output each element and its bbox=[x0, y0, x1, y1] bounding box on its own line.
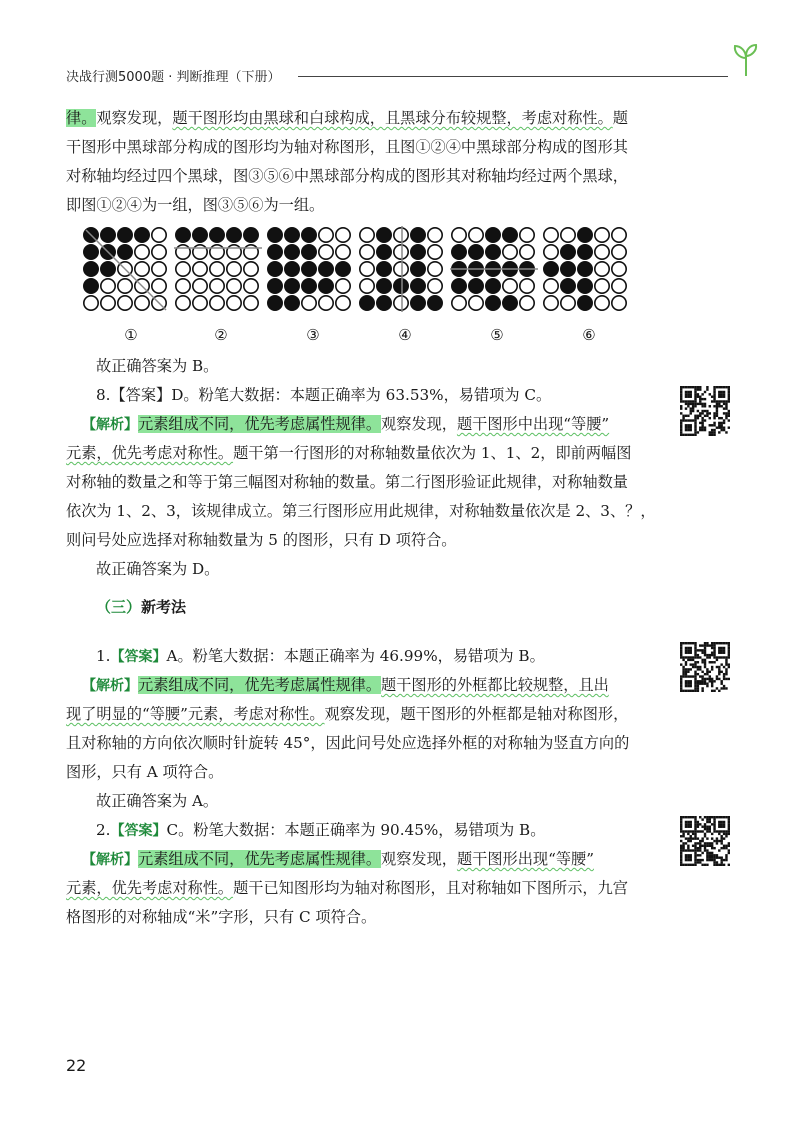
figure-label: ② bbox=[214, 326, 228, 344]
ball-grid-figure bbox=[360, 226, 442, 312]
ball-grid-figure bbox=[174, 228, 262, 310]
white-ball bbox=[503, 245, 517, 259]
ball-grid-figure bbox=[84, 228, 166, 310]
question-number: 2. bbox=[96, 821, 111, 839]
white-ball bbox=[612, 279, 626, 293]
black-ball bbox=[411, 296, 425, 310]
page-number: 22 bbox=[66, 1056, 87, 1075]
white-ball bbox=[360, 279, 374, 293]
black-ball bbox=[486, 228, 500, 242]
black-ball bbox=[84, 262, 98, 276]
white-ball bbox=[176, 279, 190, 293]
white-ball bbox=[101, 279, 115, 293]
text-span: C。粉笔大数据：本题正确率为 90.45%，易错项为 B。 bbox=[166, 821, 546, 839]
white-ball bbox=[210, 279, 224, 293]
qr-code-icon[interactable] bbox=[680, 386, 730, 436]
explanation-line: 干图形中黑球部分构成的图形均为轴对称图形，且图①②④中黑球部分构成的图形其 bbox=[66, 138, 628, 156]
black-ball bbox=[578, 245, 592, 259]
figure-label: ③ bbox=[306, 326, 320, 344]
white-ball bbox=[244, 279, 258, 293]
white-ball bbox=[520, 296, 534, 310]
highlight: 元素组成不同，优先考虑属性规律。 bbox=[138, 676, 381, 694]
white-ball bbox=[394, 296, 408, 310]
explanation-line bbox=[66, 104, 628, 133]
black-ball bbox=[578, 262, 592, 276]
qr-code-icon[interactable] bbox=[680, 642, 730, 692]
white-ball bbox=[244, 245, 258, 259]
white-ball bbox=[394, 228, 408, 242]
explanation-line bbox=[82, 410, 609, 440]
text-span: 题干已知图形均为轴对称图形，且对称轴如下图所示，九宫 bbox=[233, 879, 628, 897]
white-ball bbox=[319, 296, 333, 310]
white-ball bbox=[84, 296, 98, 310]
black-ball bbox=[135, 228, 149, 242]
white-ball bbox=[227, 296, 241, 310]
white-ball bbox=[152, 228, 166, 242]
text-span: 观察发现，题干图形的外框都是轴对称图形， bbox=[324, 705, 629, 723]
white-ball bbox=[135, 262, 149, 276]
text-span: 观察发现， bbox=[381, 850, 457, 868]
ball-figure-row bbox=[82, 226, 642, 312]
explanation-line: 对称轴的数量之和等于第三幅图对称轴的数量。第二行图形验证此规律，对称轴数量 bbox=[66, 473, 628, 491]
figure-label: ④ bbox=[398, 326, 412, 344]
black-ball bbox=[118, 228, 132, 242]
white-ball bbox=[193, 245, 207, 259]
black-ball bbox=[285, 296, 299, 310]
black-ball bbox=[469, 245, 483, 259]
wavy-underline: 题干图形的外框都比较规整，且出 bbox=[381, 676, 609, 694]
section-number: （三） bbox=[96, 598, 142, 616]
leaf-icon bbox=[729, 42, 763, 78]
white-ball bbox=[428, 228, 442, 242]
black-ball bbox=[101, 228, 115, 242]
white-ball bbox=[336, 296, 350, 310]
white-ball bbox=[152, 245, 166, 259]
explanation-line bbox=[82, 845, 594, 875]
black-ball bbox=[561, 262, 575, 276]
white-ball bbox=[135, 245, 149, 259]
explanation-line bbox=[66, 700, 628, 729]
explanation-line: 对称轴均经过四个黑球，图③⑤⑥中黑球部分构成的图形其对称轴均经过两个黑球， bbox=[66, 167, 628, 185]
black-ball bbox=[84, 279, 98, 293]
black-ball bbox=[268, 262, 282, 276]
black-ball bbox=[411, 279, 425, 293]
ball-grid-figure bbox=[544, 228, 626, 310]
white-ball bbox=[176, 245, 190, 259]
black-ball bbox=[319, 262, 333, 276]
black-ball bbox=[377, 279, 391, 293]
white-ball bbox=[210, 296, 224, 310]
black-ball bbox=[377, 228, 391, 242]
text-span: 观察发现， bbox=[381, 415, 457, 433]
white-ball bbox=[152, 279, 166, 293]
black-ball bbox=[268, 296, 282, 310]
white-ball bbox=[244, 262, 258, 276]
explanation-line bbox=[66, 874, 628, 903]
white-ball bbox=[176, 296, 190, 310]
figure-label: ⑥ bbox=[582, 326, 596, 344]
qr-code-icon[interactable] bbox=[680, 816, 730, 866]
white-ball bbox=[227, 245, 241, 259]
white-ball bbox=[319, 245, 333, 259]
white-ball bbox=[428, 262, 442, 276]
white-ball bbox=[544, 279, 558, 293]
black-ball bbox=[336, 262, 350, 276]
black-ball bbox=[544, 262, 558, 276]
white-ball bbox=[595, 245, 609, 259]
wavy-underline: 题干图形出现“等腰” bbox=[456, 850, 594, 868]
ball-grid-figure bbox=[268, 228, 350, 310]
answer-tag: 【答案】 bbox=[110, 649, 167, 665]
white-ball bbox=[520, 245, 534, 259]
black-ball bbox=[268, 279, 282, 293]
black-ball bbox=[578, 296, 592, 310]
highlight: 元素组成不同，优先考虑属性规律。 bbox=[138, 850, 381, 868]
wavy-underline: 元素，优先考虑对称性。 bbox=[66, 444, 234, 462]
white-ball bbox=[227, 262, 241, 276]
white-ball bbox=[210, 262, 224, 276]
figure-label: ① bbox=[124, 326, 138, 344]
explanation-line: 图形，只有 A 项符合。 bbox=[66, 763, 224, 781]
white-ball bbox=[595, 228, 609, 242]
white-ball bbox=[503, 279, 517, 293]
white-ball bbox=[469, 296, 483, 310]
wavy-underline: 元素，优先考虑对称性。 bbox=[66, 879, 234, 897]
white-ball bbox=[520, 279, 534, 293]
explanation-line: 格图形的对称轴成“米”字形，只有 C 项符合。 bbox=[66, 908, 377, 926]
explanation-line bbox=[66, 439, 631, 468]
white-ball bbox=[544, 296, 558, 310]
black-ball bbox=[428, 296, 442, 310]
analysis-tag: 【解析】 bbox=[82, 852, 138, 868]
black-ball bbox=[486, 296, 500, 310]
answer-line bbox=[96, 642, 545, 672]
black-ball bbox=[193, 228, 207, 242]
black-ball bbox=[285, 228, 299, 242]
white-ball bbox=[612, 262, 626, 276]
black-ball bbox=[285, 262, 299, 276]
explanation-line: 且对称轴的方向依次顺时针旋转 45°，因此问号处应选择外框的对称轴为竖直方向的 bbox=[66, 734, 630, 752]
white-ball bbox=[469, 228, 483, 242]
white-ball bbox=[544, 245, 558, 259]
black-ball bbox=[411, 228, 425, 242]
white-ball bbox=[428, 245, 442, 259]
wavy-underline: 题干图形中出现“等腰” bbox=[456, 415, 610, 433]
white-ball bbox=[452, 228, 466, 242]
white-ball bbox=[244, 296, 258, 310]
black-ball bbox=[210, 228, 224, 242]
header-rule bbox=[298, 76, 728, 77]
white-ball bbox=[612, 296, 626, 310]
white-ball bbox=[336, 228, 350, 242]
black-ball bbox=[486, 279, 500, 293]
black-ball bbox=[561, 245, 575, 259]
highlight: 元素组成不同，优先考虑属性规律。 bbox=[138, 415, 381, 433]
answer-line: 故正确答案为 B。 bbox=[96, 357, 219, 375]
section-title: 新考法 bbox=[141, 598, 187, 616]
black-ball bbox=[578, 279, 592, 293]
black-ball bbox=[244, 228, 258, 242]
analysis-tag: 【解析】 bbox=[82, 678, 138, 694]
white-ball bbox=[193, 296, 207, 310]
explanation-line: 依次为 1、2、3，该规律成立。第三行图形应用此规律，对称轴数量依次是 2、3、？， bbox=[66, 502, 656, 520]
white-ball bbox=[227, 279, 241, 293]
white-ball bbox=[452, 296, 466, 310]
white-ball bbox=[210, 245, 224, 259]
explanation-line: 则问号处应选择对称轴数量为 5 的图形，只有 D 项符合。 bbox=[66, 531, 457, 549]
black-ball bbox=[411, 245, 425, 259]
white-ball bbox=[360, 228, 374, 242]
white-ball bbox=[336, 279, 350, 293]
answer-line: 故正确答案为 A。 bbox=[96, 792, 219, 810]
highlight: 律。 bbox=[66, 109, 97, 127]
black-ball bbox=[302, 279, 316, 293]
black-ball bbox=[360, 296, 374, 310]
white-ball bbox=[520, 228, 534, 242]
explanation-line bbox=[82, 671, 609, 701]
black-ball bbox=[302, 262, 316, 276]
analysis-tag: 【解析】 bbox=[82, 417, 138, 433]
answer-line: 故正确答案为 D。 bbox=[96, 560, 220, 578]
black-ball bbox=[452, 245, 466, 259]
running-header bbox=[66, 64, 746, 88]
question-number: 1. bbox=[96, 647, 111, 665]
white-ball bbox=[319, 228, 333, 242]
black-ball bbox=[319, 279, 333, 293]
black-ball bbox=[84, 245, 98, 259]
black-ball bbox=[176, 228, 190, 242]
white-ball bbox=[176, 262, 190, 276]
answer-tag: 【答案】 bbox=[110, 823, 167, 839]
white-ball bbox=[193, 262, 207, 276]
black-ball bbox=[411, 262, 425, 276]
black-ball bbox=[486, 245, 500, 259]
black-ball bbox=[227, 228, 241, 242]
black-ball bbox=[118, 245, 132, 259]
white-ball bbox=[595, 279, 609, 293]
header-title: 决战行测5000题 · 判断推理（下册） bbox=[66, 70, 281, 85]
white-ball bbox=[394, 245, 408, 259]
white-ball bbox=[428, 279, 442, 293]
black-ball bbox=[503, 228, 517, 242]
white-ball bbox=[595, 262, 609, 276]
black-ball bbox=[578, 228, 592, 242]
white-ball bbox=[135, 296, 149, 310]
white-ball bbox=[612, 228, 626, 242]
black-ball bbox=[469, 279, 483, 293]
ball-grid-figure bbox=[450, 228, 538, 310]
black-ball bbox=[394, 279, 408, 293]
white-ball bbox=[118, 296, 132, 310]
white-ball bbox=[152, 262, 166, 276]
white-ball bbox=[612, 245, 626, 259]
black-ball bbox=[503, 296, 517, 310]
answer-line: 8.【答案】D。粉笔大数据：本题正确率为 63.53%，易错项为 C。 bbox=[96, 386, 552, 404]
explanation-line: 即图①②④为一组，图③⑤⑥为一组。 bbox=[66, 196, 325, 214]
white-ball bbox=[561, 228, 575, 242]
white-ball bbox=[595, 296, 609, 310]
white-ball bbox=[544, 228, 558, 242]
text-span: 题 bbox=[612, 109, 628, 127]
white-ball bbox=[101, 296, 115, 310]
black-ball bbox=[285, 245, 299, 259]
text-span: 题干第一行图形的对称轴数量依次为 1、1、2，即前两幅图 bbox=[233, 444, 632, 462]
wavy-underline: 现了明显的“等腰”元素，考虑对称性。 bbox=[66, 705, 325, 723]
white-ball bbox=[118, 279, 132, 293]
black-ball bbox=[268, 245, 282, 259]
white-ball bbox=[302, 296, 316, 310]
white-ball bbox=[561, 296, 575, 310]
black-ball bbox=[302, 245, 316, 259]
black-ball bbox=[302, 228, 316, 242]
white-ball bbox=[336, 245, 350, 259]
wavy-underline: 题干图形均由黑球和白球构成，且黑球分布较规整，考虑对称性。 bbox=[172, 109, 613, 127]
black-ball bbox=[285, 279, 299, 293]
figure-label: ⑤ bbox=[490, 326, 504, 344]
answer-line bbox=[96, 816, 545, 846]
text-span: 观察发现， bbox=[96, 109, 173, 127]
white-ball bbox=[360, 262, 374, 276]
white-ball bbox=[360, 245, 374, 259]
black-ball bbox=[101, 262, 115, 276]
white-ball bbox=[193, 279, 207, 293]
section-heading bbox=[96, 596, 186, 617]
black-ball bbox=[452, 279, 466, 293]
text-span: A。粉笔大数据：本题正确率为 46.99%，易错项为 B。 bbox=[166, 647, 545, 665]
black-ball bbox=[377, 296, 391, 310]
black-ball bbox=[268, 228, 282, 242]
black-ball bbox=[377, 262, 391, 276]
white-ball bbox=[394, 262, 408, 276]
black-ball bbox=[561, 279, 575, 293]
black-ball bbox=[377, 245, 391, 259]
